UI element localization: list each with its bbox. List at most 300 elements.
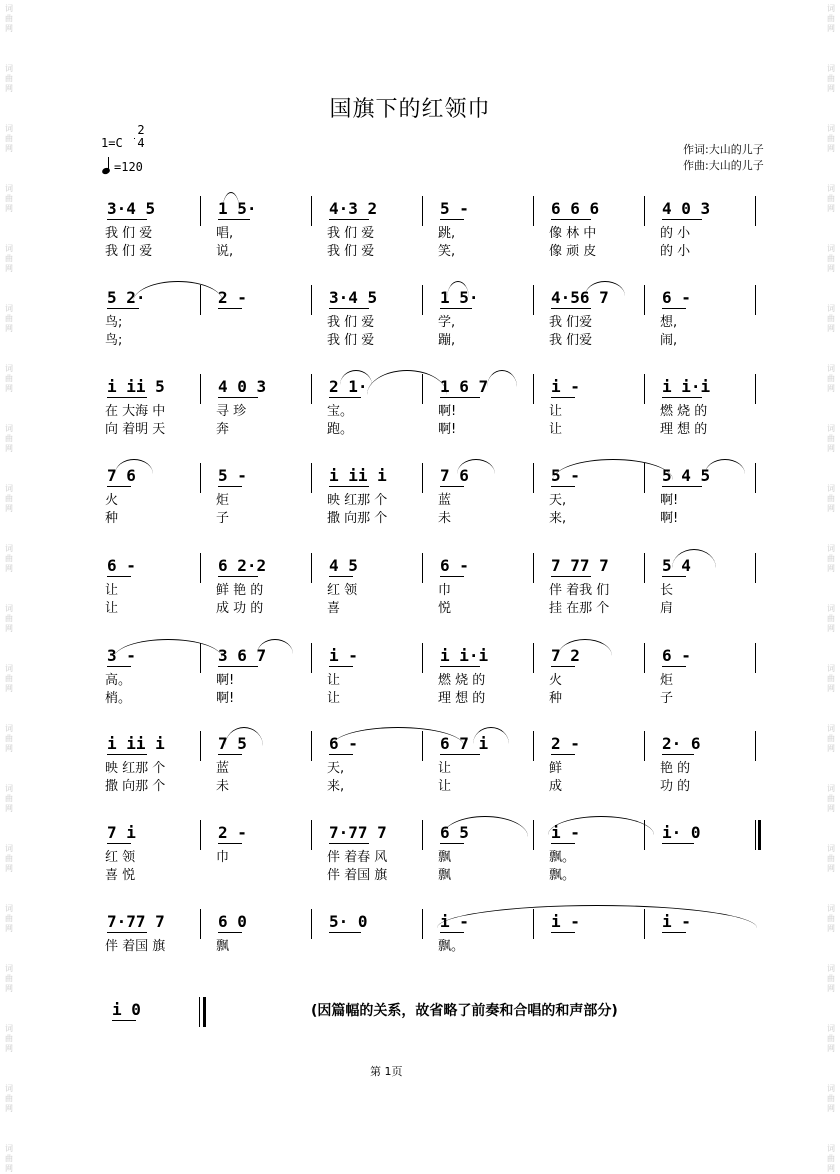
lyric-verse-2: 说, bbox=[216, 244, 234, 259]
lyric-verse-1: 宝。 bbox=[327, 404, 354, 419]
lyricist-credit: 作词:大山的儿子 bbox=[683, 143, 764, 156]
watermark-text: 词 曲 网 bbox=[827, 1084, 835, 1113]
beam-line bbox=[440, 932, 464, 933]
barline bbox=[422, 463, 423, 493]
lyric-verse-2: 未 bbox=[216, 779, 230, 794]
key-signature: 1=C bbox=[101, 136, 123, 150]
lyric-verse-2: 我 们 爱 bbox=[105, 244, 153, 259]
lyric-verse-1: 我 们 爱 bbox=[105, 226, 153, 241]
lyric-verse-2: 喜 悦 bbox=[105, 868, 136, 883]
watermark-text: 词 曲 网 bbox=[5, 484, 13, 513]
measure-notes: 6 - bbox=[662, 646, 691, 665]
beam-line bbox=[662, 754, 694, 755]
lyric-verse-1: 艳 的 bbox=[660, 761, 691, 776]
lyric-verse-1: 蓝 bbox=[216, 761, 230, 776]
repeat-barline bbox=[758, 820, 761, 850]
measure-notes: 4·56 7 bbox=[551, 288, 609, 307]
slur-mark bbox=[133, 281, 223, 302]
lyric-verse-2: 我 们爱 bbox=[549, 333, 593, 348]
barline bbox=[311, 196, 312, 226]
lyric-verse-1: 天, bbox=[549, 493, 567, 508]
measure-notes: 4 5 bbox=[329, 556, 358, 575]
measure-notes: 6 5 bbox=[440, 823, 469, 842]
slur-mark bbox=[672, 549, 716, 568]
slur-mark bbox=[487, 370, 517, 387]
time-signature bbox=[134, 124, 148, 150]
barline bbox=[533, 820, 534, 850]
beam-line bbox=[107, 843, 131, 844]
beam-line bbox=[329, 308, 369, 309]
lyric-verse-2: 肩 bbox=[660, 601, 674, 616]
barline bbox=[200, 731, 201, 761]
measure-notes: 5 2· bbox=[107, 288, 146, 307]
barline bbox=[311, 463, 312, 493]
beam-line bbox=[551, 397, 575, 398]
measure-notes: i ii i bbox=[329, 466, 387, 485]
beam-line bbox=[440, 308, 472, 309]
watermark-text: 词 曲 网 bbox=[5, 64, 13, 93]
lyric-verse-1: 火 bbox=[549, 673, 563, 688]
beam-line bbox=[218, 576, 258, 577]
lyric-verse-2: 梢。 bbox=[105, 691, 132, 706]
lyric-verse-1: 跳, bbox=[438, 226, 456, 241]
measure-notes: 2 - bbox=[218, 823, 247, 842]
measure-notes: 4·3 2 bbox=[329, 199, 378, 218]
measure-notes: 7 6 bbox=[440, 466, 469, 485]
measure-notes: i i·i bbox=[440, 646, 489, 665]
slur-mark bbox=[257, 639, 293, 654]
watermark-text: 词 曲 网 bbox=[5, 1084, 13, 1113]
watermark-text: 词 曲 网 bbox=[827, 4, 835, 33]
watermark-text: 词 曲 网 bbox=[5, 964, 13, 993]
barline bbox=[644, 553, 645, 583]
watermark-text: 词 曲 网 bbox=[5, 364, 13, 393]
lyric-verse-2: 我 们 爱 bbox=[327, 333, 375, 348]
lyric-verse-1: 想, bbox=[660, 315, 678, 330]
beam-line bbox=[218, 754, 242, 755]
measure-notes: i - bbox=[551, 377, 580, 396]
barline bbox=[311, 643, 312, 673]
beam-line bbox=[329, 843, 369, 844]
beam-line bbox=[440, 219, 464, 220]
lyric-verse-2: 撒 向那 个 bbox=[105, 779, 166, 794]
beam-line bbox=[107, 308, 139, 309]
lyric-verse-2: 来, bbox=[549, 511, 567, 526]
measure-notes: 5· 0 bbox=[329, 912, 368, 931]
measure-notes: i ii 5 bbox=[107, 377, 165, 396]
beam-line bbox=[218, 486, 242, 487]
score-system bbox=[0, 196, 840, 276]
score-system bbox=[0, 285, 840, 365]
measure-notes: 6 - bbox=[329, 734, 358, 753]
lyric-verse-1: 我 们 爱 bbox=[327, 315, 375, 330]
score-system bbox=[0, 731, 840, 811]
lyric-verse-1: 高。 bbox=[105, 673, 132, 688]
watermark-text: 词 曲 网 bbox=[5, 184, 13, 213]
lyric-verse-1: 巾 bbox=[216, 850, 230, 865]
beam-line bbox=[218, 666, 258, 667]
lyric-verse-2: 飘。 bbox=[549, 868, 576, 883]
watermark-text: 词 曲 网 bbox=[5, 604, 13, 633]
measure-notes: 6 - bbox=[440, 556, 469, 575]
barline bbox=[644, 731, 645, 761]
watermark-text: 词 曲 网 bbox=[827, 904, 835, 933]
lyric-verse-2: 悦 bbox=[438, 601, 452, 616]
beam-line bbox=[662, 576, 686, 577]
watermark-text: 词 曲 网 bbox=[827, 724, 835, 753]
measure-notes: 1 6 7 bbox=[440, 377, 489, 396]
beam-line bbox=[551, 219, 591, 220]
lyric-verse-1: 飘。 bbox=[438, 939, 465, 954]
score-system bbox=[0, 553, 840, 633]
measure-notes: i i·i bbox=[662, 377, 711, 396]
measure-notes: i - bbox=[440, 912, 469, 931]
measure-notes: 5 - bbox=[218, 466, 247, 485]
measure-notes: 3 - bbox=[107, 646, 136, 665]
lyric-verse-1: 让 bbox=[327, 673, 341, 688]
barline bbox=[200, 374, 201, 404]
barline bbox=[533, 285, 534, 315]
watermark-text: 词 曲 网 bbox=[827, 244, 835, 273]
measure-notes: i - bbox=[551, 823, 580, 842]
barline bbox=[533, 643, 534, 673]
measure-notes: 3 6 7 bbox=[218, 646, 267, 665]
lyric-verse-2: 挂 在那 个 bbox=[549, 601, 610, 616]
measure-notes: i· 0 bbox=[662, 823, 701, 842]
lyric-verse-2: 啊! bbox=[216, 691, 235, 706]
beam-line bbox=[329, 754, 353, 755]
lyric-verse-2: 撒 向那 个 bbox=[327, 511, 388, 526]
lyric-verse-2: 伴 着国 旗 bbox=[327, 868, 388, 883]
beam-line bbox=[107, 576, 131, 577]
measure-notes: 7·77 7 bbox=[329, 823, 387, 842]
score-system bbox=[0, 909, 840, 989]
lyric-verse-2: 奔 bbox=[216, 422, 230, 437]
beam-line bbox=[551, 754, 575, 755]
measure-notes: i - bbox=[551, 912, 580, 931]
lyric-verse-1: 鲜 bbox=[549, 761, 563, 776]
lyric-verse-2: 向 着明 天 bbox=[105, 422, 166, 437]
measure-notes: 7 77 7 bbox=[551, 556, 609, 575]
measure-notes: 6 0 bbox=[218, 912, 247, 931]
lyric-verse-2: 让 bbox=[438, 779, 452, 794]
measure-notes: 1 5· bbox=[440, 288, 479, 307]
lyric-verse-1: 鲜 艳 的 bbox=[216, 583, 264, 598]
barline bbox=[755, 731, 756, 761]
slur-mark bbox=[553, 459, 673, 480]
measure-notes: 7 5 bbox=[218, 734, 247, 753]
lyric-verse-1: 火 bbox=[105, 493, 119, 508]
measure-notes: 3·4 5 bbox=[329, 288, 378, 307]
lyric-verse-2: 种 bbox=[105, 511, 119, 526]
slur-mark bbox=[340, 370, 372, 385]
slur-mark bbox=[332, 727, 464, 746]
watermark-text: 词 曲 网 bbox=[827, 1024, 835, 1053]
beam-line bbox=[440, 666, 480, 667]
beam-line bbox=[218, 397, 258, 398]
slur-mark bbox=[114, 639, 222, 658]
tempo-value: =120 bbox=[114, 160, 143, 174]
lyric-verse-1: 映 红那 个 bbox=[105, 761, 166, 776]
barline bbox=[200, 909, 201, 939]
watermark-text: 词 曲 网 bbox=[827, 364, 835, 393]
barline bbox=[422, 909, 423, 939]
barline bbox=[200, 553, 201, 583]
watermark-text: 词 曲 网 bbox=[5, 1144, 13, 1173]
measure-notes: i ii i bbox=[107, 734, 165, 753]
lyric-verse-2: 来, bbox=[327, 779, 345, 794]
measure-notes: 6 - bbox=[662, 288, 691, 307]
beam-line bbox=[551, 932, 575, 933]
slur-mark bbox=[115, 459, 153, 474]
slur-mark bbox=[548, 816, 654, 835]
barline bbox=[311, 909, 312, 939]
barline bbox=[755, 553, 756, 583]
barline bbox=[755, 463, 756, 493]
lyric-verse-2: 的 小 bbox=[660, 244, 691, 259]
barline bbox=[755, 374, 756, 404]
slur-mark bbox=[457, 459, 495, 474]
lyric-verse-1: 啊! bbox=[660, 493, 679, 508]
measure-notes: 2 - bbox=[551, 734, 580, 753]
barline bbox=[200, 196, 201, 226]
lyric-verse-1: 让 bbox=[105, 583, 119, 598]
score-system bbox=[0, 374, 840, 454]
slur-mark bbox=[705, 459, 745, 474]
measure-notes: 1 5· bbox=[218, 199, 257, 218]
lyric-verse-1: 炬 bbox=[216, 493, 230, 508]
score-system bbox=[0, 643, 840, 723]
lyric-verse-2: 未 bbox=[438, 511, 452, 526]
watermark-text: 词 曲 网 bbox=[827, 484, 835, 513]
beam-line bbox=[551, 843, 575, 844]
watermark-text: 词 曲 网 bbox=[827, 424, 835, 453]
beam-line bbox=[107, 666, 131, 667]
beam-line bbox=[662, 486, 702, 487]
barline bbox=[311, 731, 312, 761]
lyric-verse-1: 飘 bbox=[438, 850, 452, 865]
barline bbox=[644, 643, 645, 673]
measure-notes: 6 6 6 bbox=[551, 199, 600, 218]
watermark-text: 词 曲 网 bbox=[5, 1024, 13, 1053]
watermark-text: 词 曲 网 bbox=[827, 304, 835, 333]
lyric-verse-2: 理 想 的 bbox=[438, 691, 486, 706]
lyric-verse-1: 天, bbox=[327, 761, 345, 776]
barline bbox=[755, 285, 756, 315]
barline bbox=[200, 463, 201, 493]
barline bbox=[422, 553, 423, 583]
beam-line bbox=[329, 932, 361, 933]
measure-notes: 5 - bbox=[440, 199, 469, 218]
composer-credit: 作曲:大山的儿子 bbox=[683, 159, 764, 172]
measure-notes: 7 2 bbox=[551, 646, 580, 665]
lyric-verse-1: 伴 着我 们 bbox=[549, 583, 610, 598]
lyric-verse-2: 让 bbox=[549, 422, 563, 437]
watermark-text: 词 曲 网 bbox=[5, 724, 13, 753]
beam-line bbox=[551, 486, 575, 487]
barline bbox=[199, 997, 200, 1027]
measure-notes: i - bbox=[662, 912, 691, 931]
slur-mark bbox=[473, 727, 509, 744]
beam-line bbox=[551, 576, 591, 577]
lyric-verse-1: 的 小 bbox=[660, 226, 691, 241]
beam-line bbox=[440, 397, 480, 398]
lyric-verse-1: 像 林 中 bbox=[549, 226, 597, 241]
lyric-verse-2: 成 功 的 bbox=[216, 601, 264, 616]
barline bbox=[644, 285, 645, 315]
lyric-verse-2: 啊! bbox=[660, 511, 679, 526]
measure-notes: 6 2·2 bbox=[218, 556, 267, 575]
watermark-text: 词 曲 网 bbox=[5, 4, 13, 33]
watermark-text: 词 曲 网 bbox=[5, 304, 13, 333]
beam-line bbox=[440, 754, 480, 755]
beam-line bbox=[662, 219, 702, 220]
beam-line bbox=[662, 666, 686, 667]
lyric-verse-2: 我 们 爱 bbox=[327, 244, 375, 259]
slur-mark bbox=[222, 192, 240, 213]
watermark-text: 词 曲 网 bbox=[827, 184, 835, 213]
barline bbox=[533, 196, 534, 226]
lyric-verse-1: 燃 烧 的 bbox=[660, 404, 708, 419]
barline bbox=[311, 374, 312, 404]
lyric-verse-1: 伴 着国 旗 bbox=[105, 939, 166, 954]
barline bbox=[422, 643, 423, 673]
lyric-verse-2: 像 顽 皮 bbox=[549, 244, 597, 259]
slur-mark bbox=[558, 639, 612, 656]
lyric-verse-1: 让 bbox=[438, 761, 452, 776]
watermark-text: 词 曲 网 bbox=[827, 604, 835, 633]
watermark-text: 词 曲 网 bbox=[827, 64, 835, 93]
lyric-verse-1: 长 bbox=[660, 583, 674, 598]
watermark-text: 词 曲 网 bbox=[827, 124, 835, 153]
lyric-verse-1: 蓝 bbox=[438, 493, 452, 508]
score-system bbox=[0, 463, 840, 543]
lyric-verse-1: 啊! bbox=[216, 673, 235, 688]
footnote: (因篇幅的关系，故省略了前奏和合唱的和声部分) bbox=[311, 1003, 618, 1019]
lyric-verse-2: 啊! bbox=[438, 422, 457, 437]
lyric-verse-1: 寻 珍 bbox=[216, 404, 247, 419]
lyric-verse-1: 飘 bbox=[216, 939, 230, 954]
beam-line bbox=[112, 1020, 136, 1021]
measure-notes: 4 0 3 bbox=[662, 199, 711, 218]
lyric-verse-1: 啊! bbox=[438, 404, 457, 419]
lyric-verse-1: 鸟; bbox=[105, 315, 123, 330]
measure-notes: 5 4 bbox=[662, 556, 691, 575]
beam-line bbox=[329, 576, 353, 577]
lyric-verse-1: 我 们爱 bbox=[549, 315, 593, 330]
lyric-verse-2: 子 bbox=[660, 691, 674, 706]
measure-notes: 2 1· bbox=[329, 377, 368, 396]
lyric-verse-1: 燃 烧 的 bbox=[438, 673, 486, 688]
beam-line bbox=[662, 932, 686, 933]
lyric-verse-1: 伴 着春 风 bbox=[327, 850, 388, 865]
measure-notes: i - bbox=[329, 646, 358, 665]
lyric-verse-2: 成 bbox=[549, 779, 563, 794]
lyric-verse-2: 功 的 bbox=[660, 779, 691, 794]
lyric-verse-2: 笑, bbox=[438, 244, 456, 259]
measure-notes: 2· 6 bbox=[662, 734, 701, 753]
lyric-verse-2: 闹, bbox=[660, 333, 678, 348]
beam-line bbox=[107, 486, 131, 487]
lyric-verse-2: 蹦, bbox=[438, 333, 456, 348]
meter-bottom: 4 bbox=[137, 136, 145, 150]
watermark-text: 词 曲 网 bbox=[5, 904, 13, 933]
lyric-verse-1: 红 领 bbox=[327, 583, 358, 598]
beam-line bbox=[218, 932, 242, 933]
beam-line bbox=[329, 666, 353, 667]
watermark-text: 词 曲 网 bbox=[827, 964, 835, 993]
slur-mark bbox=[442, 816, 528, 837]
watermark-text: 词 曲 网 bbox=[5, 784, 13, 813]
barline bbox=[644, 374, 645, 404]
barline bbox=[533, 374, 534, 404]
lyric-verse-2: 飘 bbox=[438, 868, 452, 883]
lyric-verse-1: 炬 bbox=[660, 673, 674, 688]
watermark-text: 词 曲 网 bbox=[827, 784, 835, 813]
beam-line bbox=[107, 219, 147, 220]
lyric-verse-1: 映 红那 个 bbox=[327, 493, 388, 508]
barline bbox=[422, 820, 423, 850]
barline bbox=[644, 196, 645, 226]
watermark-text: 词 曲 网 bbox=[5, 244, 13, 273]
lyric-verse-2: 让 bbox=[105, 601, 119, 616]
beam-line bbox=[218, 219, 250, 220]
slur-mark bbox=[447, 281, 469, 298]
beam-line bbox=[218, 308, 242, 309]
beam-line bbox=[551, 666, 575, 667]
barline bbox=[422, 196, 423, 226]
barline bbox=[533, 553, 534, 583]
beam-line bbox=[662, 843, 694, 844]
barline bbox=[311, 285, 312, 315]
beam-line bbox=[107, 397, 147, 398]
slur-mark bbox=[585, 281, 625, 296]
slur-mark bbox=[437, 905, 757, 928]
lyric-verse-2: 喜 bbox=[327, 601, 341, 616]
meter-top: 2 bbox=[137, 123, 145, 137]
lyric-verse-2: 子 bbox=[216, 511, 230, 526]
beam-line bbox=[329, 486, 369, 487]
beam-line bbox=[107, 932, 147, 933]
beam-line bbox=[329, 397, 361, 398]
lyric-verse-2: 种 bbox=[549, 691, 563, 706]
measure-notes: 7·77 7 bbox=[107, 912, 165, 931]
beam-line bbox=[218, 843, 242, 844]
lyric-verse-2: 跑。 bbox=[327, 422, 354, 437]
lyric-verse-2: 让 bbox=[327, 691, 341, 706]
lyric-verse-1: 让 bbox=[549, 404, 563, 419]
final-barline bbox=[203, 997, 206, 1027]
measure-notes: 3·4 5 bbox=[107, 199, 156, 218]
measure-notes: i 0 bbox=[112, 1000, 141, 1019]
barline bbox=[533, 731, 534, 761]
measure-notes: 6 - bbox=[107, 556, 136, 575]
score-system bbox=[0, 820, 840, 900]
beam-line bbox=[551, 308, 591, 309]
lyric-verse-1: 唱, bbox=[216, 226, 234, 241]
beam-line bbox=[329, 219, 369, 220]
watermark-text: 词 曲 网 bbox=[827, 844, 835, 873]
lyric-verse-2: 鸟; bbox=[105, 333, 123, 348]
lyric-verse-1: 飘。 bbox=[549, 850, 576, 865]
measure-notes: 2 - bbox=[218, 288, 247, 307]
measure-notes: 6 7 i bbox=[440, 734, 489, 753]
watermark-text: 词 曲 网 bbox=[5, 424, 13, 453]
watermark-text: 词 曲 网 bbox=[827, 1144, 835, 1173]
watermark-text: 词 曲 网 bbox=[827, 664, 835, 693]
measure-notes: 4 0 3 bbox=[218, 377, 267, 396]
measure-notes: 5 - bbox=[551, 466, 580, 485]
